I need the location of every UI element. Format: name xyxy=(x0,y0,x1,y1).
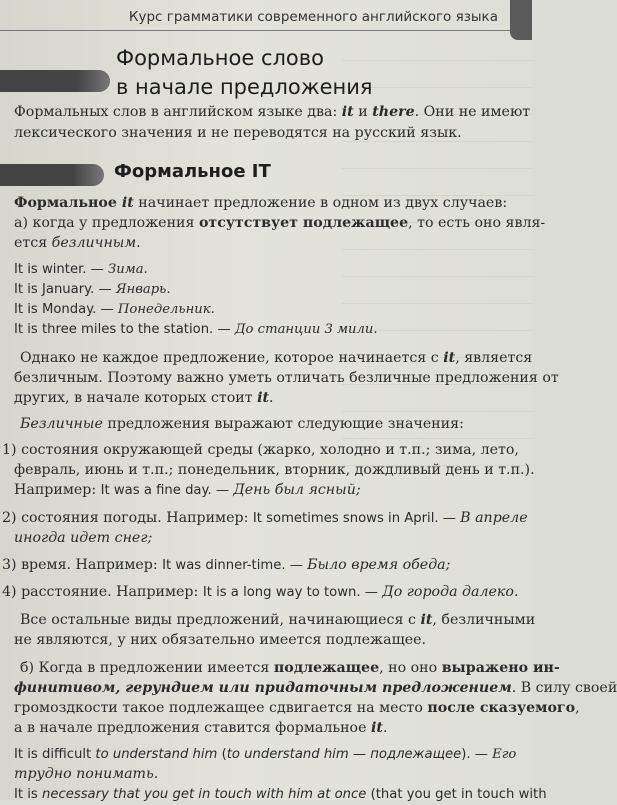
p5-line-4: а в начале предложения ставится формальное it. xyxy=(14,720,388,736)
list-item-3: 3) время. Например: It was dinner-time. — Было время обеда; xyxy=(2,557,451,573)
p2-line-2: безличным. Поэтому важно уметь отличать безличные предложения от xyxy=(14,370,559,386)
running-header xyxy=(0,0,532,30)
p1-line-3: ется безличным. xyxy=(14,235,141,251)
example-2: It is January. — Январь. xyxy=(14,282,171,297)
header-rule xyxy=(0,30,532,31)
list-item-2-line-1: 2) состояния погоды. Например: It sometimes snows in April. — В апреле xyxy=(2,510,528,526)
p2-line-1: Однако не каждое предложение, которое начинается с it, является xyxy=(20,350,533,366)
example-b-line-2: трудно понимать. xyxy=(14,766,159,782)
list-item-4: 4) расстояние. Например: It is a long way to town. — До города далеко. xyxy=(2,584,519,600)
list-item-1-line-1: 1) состояния окружающей среды (жарко, холодно и т.п.; зима, лето, xyxy=(2,442,519,458)
example-b-line-1: It is difficult to understand him (to understand him — подлежащее). — Его xyxy=(14,747,517,762)
p5-line-3: громоздкости такое подлежащее сдвигается на место после сказуемого, xyxy=(14,700,580,716)
running-head-text: Курс грамматики современного английского языка xyxy=(128,9,498,25)
example-c-line-1: It is necessary that you get in touch with him at once (that you get in touch with xyxy=(14,787,547,802)
p4-line-2: не являются, у них обязательно имеется подлежащее. xyxy=(14,632,427,648)
p1-line-2: а) когда у предложения отсутствует подлежащее, то есть оно явля- xyxy=(14,215,546,231)
p1-line-1: Формальное it начинает предложение в одном из двух случаев: xyxy=(14,195,508,211)
section-heading xyxy=(116,44,373,102)
p2-line-3: других, в начале которых стоит it. xyxy=(14,390,274,406)
subheading: Формальное IT xyxy=(114,161,271,182)
p4-line-1: Все остальные виды предложений, начинающиеся с it, безличными xyxy=(20,612,536,628)
page-tab xyxy=(510,0,532,40)
p5-line-1: б) Когда в предложении имеется подлежащее, но оно выражено ин- xyxy=(20,660,560,676)
subheading-bar xyxy=(0,164,104,186)
p3-line: Безличные предложения выражают следующие значения: xyxy=(20,416,464,432)
heading-line-2: в начале предложения xyxy=(116,75,373,99)
example-1: It is winter. — Зима. xyxy=(14,262,148,277)
intro-line-2: лексического значения и не переводятся на русский язык. xyxy=(14,125,462,141)
list-item-1-line-2: февраль, июнь и т.п.; понедельник, вторник, дождливый день и т.п.). xyxy=(14,462,535,478)
p5-line-2: финитивом, герундием или придаточным предложением. В силу своей xyxy=(14,680,617,696)
list-item-1-line-3: Например: It was a fine day. — День был ясный; xyxy=(14,482,361,498)
heading-bar xyxy=(0,70,110,92)
example-4: It is three miles to the station. — До станции 3 мили. xyxy=(14,322,378,337)
list-item-2-line-2: иногда идет снег; xyxy=(14,530,153,546)
intro-line-1: Формальных слов в английском языке два: it и there. Они не имеют xyxy=(14,104,531,120)
heading-line-1: Формальное слово xyxy=(116,46,324,70)
example-3: It is Monday. — Понедельник. xyxy=(14,302,215,317)
